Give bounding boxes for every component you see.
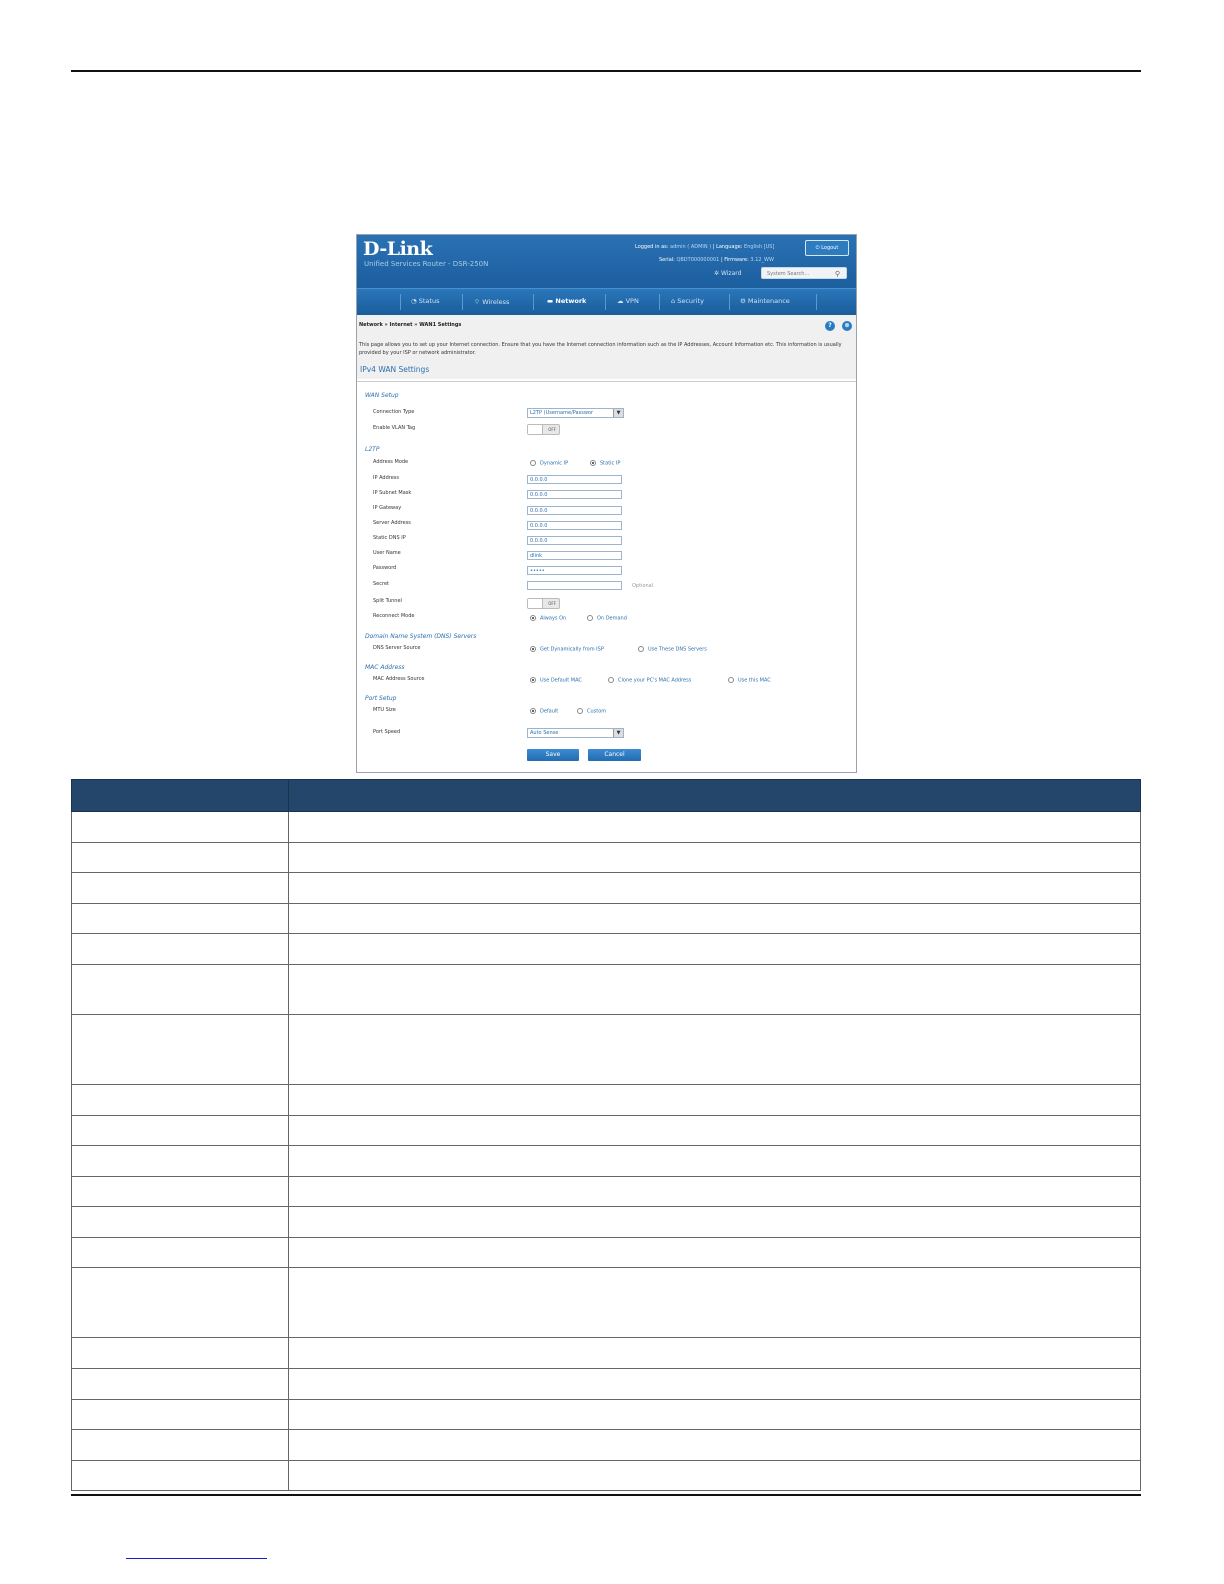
radio-dot: [608, 677, 614, 683]
serial-value: QBDT000000001: [676, 257, 720, 263]
table-row: [72, 904, 1141, 934]
page-description: This page allows you to set up your Internet connection. Ensure that you have the Internet connection information such as the IP Addresses, Account Information etc. This information is usually provided by your ISP or network administrator.: [359, 342, 842, 356]
radio-mac-default[interactable]: [530, 677, 582, 684]
router-screenshot: [356, 234, 857, 773]
table-cell: [72, 904, 289, 934]
mac-source-label: MAC Address Source: [373, 676, 425, 682]
radio-label: Use These DNS Servers: [648, 646, 707, 653]
subnet-mask-input[interactable]: 0.0.0.0: [527, 490, 622, 499]
nav-security-label: Security: [677, 297, 704, 305]
logout-label: Logout: [821, 245, 839, 251]
gateway-label: IP Gateway: [373, 505, 402, 511]
ip-address-input[interactable]: 0.0.0.0: [527, 475, 622, 484]
table-cell: [72, 1268, 289, 1338]
group-mac: MAC Address: [365, 664, 405, 671]
firmware-label: Firmware:: [724, 257, 749, 263]
address-mode-label: Address Mode: [373, 459, 409, 465]
nav-separator: [816, 294, 817, 310]
password-input[interactable]: •••••: [527, 566, 622, 575]
radio-dot: [587, 615, 593, 621]
port-speed-select[interactable]: [527, 728, 624, 738]
chevron-down-icon: ▼: [613, 729, 623, 737]
table-cell: [72, 1430, 289, 1461]
table-row: [72, 1015, 1141, 1085]
language-label: Language:: [716, 244, 743, 250]
nav-separator: [533, 294, 534, 310]
password-label: Password: [373, 565, 397, 571]
bottom-rule: [71, 1494, 1141, 1496]
enable-vlan-label: Enable VLAN Tag: [373, 425, 416, 431]
power-icon: ⏻: [815, 245, 820, 251]
reconnect-mode-label: Reconnect Mode: [373, 613, 415, 619]
search-placeholder: System Search...: [767, 271, 810, 277]
dlink-logo: D-Link: [363, 238, 433, 260]
table-cell: [72, 1338, 289, 1369]
divider: |: [712, 244, 717, 250]
table-row: [72, 1461, 1141, 1491]
table-header-cell: [72, 780, 289, 812]
table-cell: [289, 1116, 1141, 1146]
logged-in-user: admin ( ADMIN ): [670, 244, 712, 250]
radio-label: Static IP: [600, 460, 621, 467]
radio-dot: [590, 460, 596, 466]
port-speed-label: Port Speed: [373, 729, 401, 735]
logged-in-label: Logged in as:: [635, 244, 669, 250]
chevron-down-icon: ▼: [613, 409, 623, 417]
radio-label: Use Default MAC: [540, 677, 582, 684]
nav-separator: [400, 294, 401, 310]
port-speed-value: Auto Sense: [530, 730, 559, 736]
table-cell: [289, 1177, 1141, 1207]
save-button[interactable]: Save: [527, 749, 579, 761]
table-cell: [72, 934, 289, 965]
section-title: IPv4 WAN Settings: [360, 365, 430, 374]
nav-network[interactable]: [547, 297, 586, 305]
secret-label: Secret: [373, 581, 389, 587]
table-cell: [72, 1369, 289, 1400]
table-row: [72, 1268, 1141, 1338]
table-cell: [289, 1207, 1141, 1238]
nav-network-label: Network: [555, 297, 587, 305]
table-cell: [289, 873, 1141, 904]
connection-type-label: Connection Type: [373, 409, 415, 415]
table-cell: [72, 1400, 289, 1430]
table-cell: [72, 1461, 289, 1491]
radio-mtu-default[interactable]: [530, 708, 558, 715]
table-row: [72, 1085, 1141, 1116]
radio-label: Clone your PC's MAC Address: [618, 677, 692, 684]
static-dns-label: Static DNS IP: [373, 535, 406, 541]
toggle-state: OFF: [548, 427, 556, 432]
connection-type-value: L2TP (Username/Passwor: [530, 410, 594, 416]
secret-input[interactable]: [527, 581, 622, 590]
table-cell: [72, 965, 289, 1015]
mtu-size-label: MTU Size: [373, 707, 396, 713]
table-cell: [289, 1461, 1141, 1491]
table-cell: [72, 1116, 289, 1146]
top-rule: [71, 70, 1141, 72]
ip-address-label: IP Address: [373, 475, 399, 481]
radio-label: Get Dynamically from ISP: [540, 646, 604, 653]
radio-dns-dynamic[interactable]: [530, 646, 604, 653]
table-cell: [72, 812, 289, 843]
gear-icon: ⚙: [740, 297, 746, 305]
radio-static-ip[interactable]: [590, 460, 620, 467]
table-row: [72, 1177, 1141, 1207]
logout-button[interactable]: [805, 240, 849, 256]
secret-hint: Optional: [632, 583, 654, 589]
radio-label: Default: [540, 708, 559, 715]
footer-link-underline[interactable]: [126, 1558, 267, 1559]
table-row: [72, 843, 1141, 873]
radio-mtu-custom[interactable]: [577, 708, 606, 715]
radio-dot: [728, 677, 734, 683]
radio-dot: [638, 646, 644, 652]
table-cell: [72, 1085, 289, 1116]
subnet-mask-label: IP Subnet Mask: [373, 490, 412, 496]
product-subtitle: Unified Services Router - DSR-250N: [364, 260, 489, 268]
table-cell: [289, 1430, 1141, 1461]
dns-source-label: DNS Server Source: [373, 645, 421, 651]
page-header: [357, 315, 856, 379]
static-dns-input[interactable]: 0.0.0.0: [527, 536, 622, 545]
table-row: [72, 1238, 1141, 1268]
table-cell: [289, 934, 1141, 965]
nav-status[interactable]: [411, 297, 439, 305]
nav-maintenance-label: Maintenance: [747, 297, 790, 305]
table-row: [72, 1430, 1141, 1461]
table-cell: [72, 1177, 289, 1207]
divider: |: [720, 257, 725, 263]
main-nav: [357, 288, 856, 315]
serial-label: Serial:: [659, 257, 675, 263]
enable-vlan-toggle[interactable]: [527, 424, 560, 435]
nav-vpn[interactable]: [617, 297, 639, 305]
cloud-icon: ☁: [617, 297, 624, 305]
close-icon[interactable]: ⊗: [842, 321, 852, 331]
table-row: [72, 1369, 1141, 1400]
split-tunnel-toggle[interactable]: [527, 598, 560, 609]
radio-dot: [530, 615, 536, 621]
table-row: [72, 965, 1141, 1015]
table-row: [72, 812, 1141, 843]
cancel-button[interactable]: Cancel: [588, 749, 641, 761]
nav-separator: [659, 294, 660, 310]
username-label: User Name: [373, 550, 401, 556]
radio-dynamic-ip[interactable]: [530, 460, 568, 467]
table-header-row: [72, 780, 1141, 812]
nav-maintenance[interactable]: [740, 297, 790, 305]
radio-dot: [530, 708, 536, 714]
nav-separator: [729, 294, 730, 310]
wizard-label: Wizard: [720, 270, 742, 277]
table-cell: [289, 843, 1141, 873]
table-cell: [72, 1207, 289, 1238]
table-cell: [289, 1338, 1141, 1369]
group-port: Port Setup: [365, 695, 397, 702]
radio-dot: [577, 708, 583, 714]
nav-wireless-label: Wireless: [482, 298, 510, 306]
group-l2tp: L2TP: [365, 446, 380, 453]
nav-status-label: Status: [418, 297, 440, 305]
radio-mac-clone[interactable]: [608, 677, 691, 684]
toggle-knob: [528, 425, 543, 434]
radio-label: Always On: [540, 615, 567, 622]
table-row: [72, 1338, 1141, 1369]
search-icon[interactable]: ⚲: [834, 270, 840, 278]
wand-icon: ✲: [714, 270, 720, 277]
toggle-knob: [528, 599, 543, 608]
table-cell: [289, 1085, 1141, 1116]
table-cell: [289, 812, 1141, 843]
table-cell: [289, 1146, 1141, 1177]
table-cell: [289, 1400, 1141, 1430]
server-address-label: Server Address: [373, 520, 411, 526]
gateway-input[interactable]: 0.0.0.0: [527, 506, 622, 515]
lock-icon: ⌂: [671, 297, 676, 305]
radio-on-demand[interactable]: [587, 615, 627, 622]
radio-label: Use this MAC: [738, 677, 771, 684]
radio-dns-custom[interactable]: [638, 646, 707, 653]
table-cell: [72, 1146, 289, 1177]
radio-dot: [530, 460, 536, 466]
table-row: [72, 1400, 1141, 1430]
table-cell: [72, 873, 289, 904]
radio-label: On Demand: [597, 615, 627, 622]
language-value[interactable]: English [US]: [744, 244, 775, 250]
wifi-icon: ⌔: [474, 298, 481, 306]
help-icon[interactable]: ?: [825, 321, 835, 331]
radio-label: Dynamic IP: [540, 460, 569, 467]
table-cell: [289, 1015, 1141, 1085]
parameter-table: [71, 779, 1141, 1491]
wan-settings-form: [357, 381, 856, 773]
table-row: [72, 934, 1141, 965]
table-header-cell: [289, 780, 1141, 812]
nav-security[interactable]: [671, 297, 704, 305]
table-row: [72, 1116, 1141, 1146]
table-cell: [289, 1238, 1141, 1268]
table-row: [72, 1146, 1141, 1177]
nav-vpn-label: VPN: [625, 297, 639, 305]
search-input[interactable]: [761, 267, 847, 279]
table-cell: [289, 1268, 1141, 1338]
monitor-icon: ▬: [547, 297, 554, 305]
table-row: [72, 873, 1141, 904]
table-cell: [289, 1369, 1141, 1400]
firmware-value: 3.12_WW: [750, 257, 774, 263]
group-dns: Domain Name System (DNS) Servers: [365, 633, 477, 640]
group-wan-setup: WAN Setup: [365, 392, 399, 399]
connection-type-select[interactable]: [527, 408, 624, 418]
table-cell: [72, 1015, 289, 1085]
radio-label: Custom: [587, 708, 607, 715]
wizard-link[interactable]: [714, 270, 741, 277]
table-row: [72, 1207, 1141, 1238]
radio-dot: [530, 677, 536, 683]
table-cell: [289, 904, 1141, 934]
radio-mac-custom[interactable]: [728, 677, 771, 684]
radio-always-on[interactable]: [530, 615, 566, 622]
nav-separator: [605, 294, 606, 310]
server-address-input[interactable]: 0.0.0.0: [527, 521, 622, 530]
nav-wireless[interactable]: [474, 297, 509, 306]
table-cell: [72, 1238, 289, 1268]
radio-dot: [530, 646, 536, 652]
table-cell: [289, 965, 1141, 1015]
login-info: [635, 244, 774, 250]
device-info: [659, 257, 774, 263]
breadcrumb[interactable]: Network » Internet » WAN1 Settings: [359, 322, 462, 328]
toggle-state: OFF: [548, 601, 556, 606]
nav-separator: [462, 294, 463, 310]
table-cell: [72, 843, 289, 873]
username-input[interactable]: dlink: [527, 551, 622, 560]
header-banner: [357, 235, 856, 288]
split-tunnel-label: Split Tunnel: [373, 598, 402, 604]
gauge-icon: ◔: [411, 297, 417, 305]
